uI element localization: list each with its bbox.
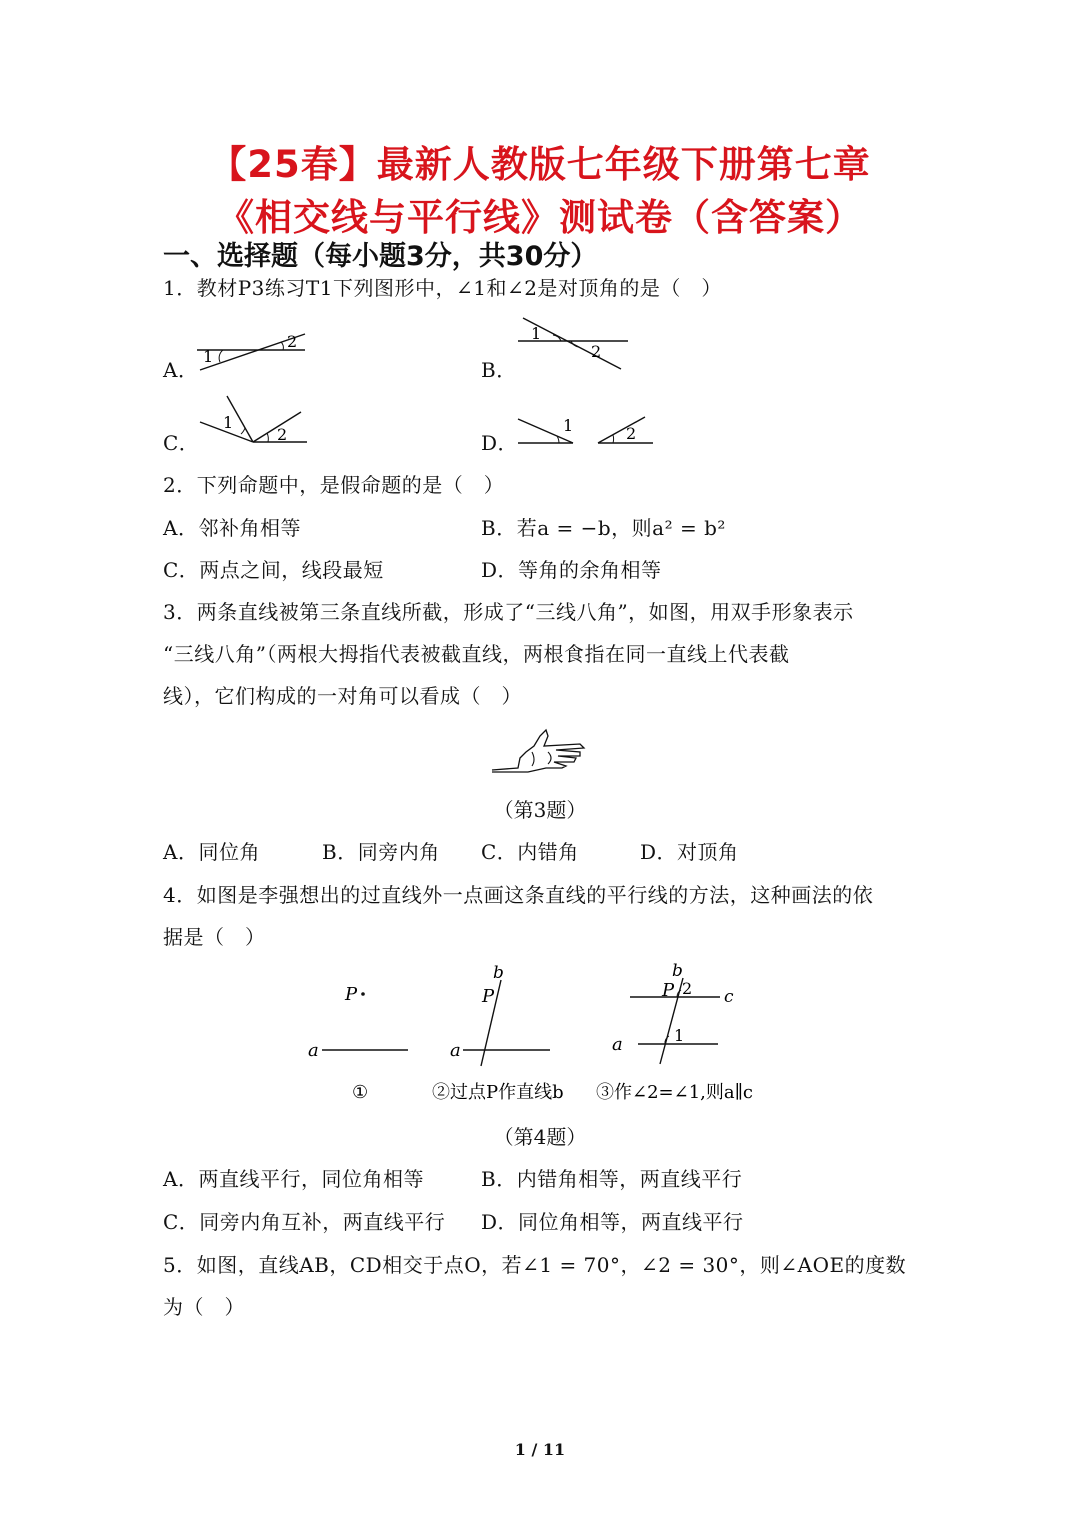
- q4-fig3-line-b: b: [672, 961, 683, 981]
- q2-option-d: D．等角的余角相等: [481, 558, 662, 582]
- q4-fig2-label: ②过点P作直线b: [432, 1082, 564, 1103]
- q3-hands-figure: [488, 722, 593, 777]
- q4-fig3-angle1: 1: [674, 1026, 685, 1045]
- q4-option-d: D．同位角相等，两直线平行: [481, 1210, 744, 1234]
- q3-option-d: D．对顶角: [640, 840, 739, 864]
- q1-b-angle2: 2: [591, 342, 602, 361]
- q4-fig3-line-a: a: [612, 1034, 623, 1055]
- q1-stem: 1．教材P3练习T1下列图形中，∠1和∠2是对顶角的是（ ）: [163, 276, 722, 300]
- q1-a-angle1: 1: [203, 347, 214, 366]
- q2-stem: 2．下列命题中，是假命题的是（ ）: [163, 473, 505, 497]
- q1-option-b-label: B．: [481, 358, 517, 382]
- q1-figure-a: [195, 322, 315, 377]
- q3-stem-line3: 线），它们构成的一对角可以看成（ ）: [163, 684, 522, 708]
- title-line-1: 【25春】最新人教版七年级下册第七章: [209, 143, 871, 186]
- q3-stem-line1: 3．两条直线被第三条直线所截，形成了“三线八角”，如图，用双手形象表示: [163, 600, 854, 624]
- q4-fig3-point-p: P: [662, 980, 675, 1001]
- q3-stem-line2: “三线八角”（两根大拇指代表被截直线，两根食指在同一直线上代表截: [163, 642, 790, 666]
- q1-b-angle1: 1: [531, 324, 542, 343]
- q1-figure-c: [195, 390, 315, 450]
- page-number: 1 / 11: [514, 1440, 566, 1459]
- q1-option-c-label: C．: [163, 431, 200, 455]
- q2-option-c: C．两点之间，线段最短: [163, 558, 384, 582]
- q4-fig3-label: ③作∠2=∠1,则a∥c: [596, 1082, 753, 1103]
- q5-stem-line1: 5．如图，直线AB，CD相交于点O，若∠1 = 70°，∠2 = 30°，则∠AOE的度数: [163, 1253, 907, 1277]
- q1-d-angle2: 2: [626, 424, 637, 443]
- q4-caption: （第4题）: [493, 1125, 587, 1149]
- q4-option-c: C．同旁内角互补，两直线平行: [163, 1210, 446, 1234]
- q4-fig2-point-p: P: [482, 986, 495, 1007]
- q4-fig2-line-b: b: [493, 963, 504, 983]
- section-heading: 一、选择题（每小题3分，共30分）: [163, 241, 598, 272]
- q3-option-c: C．内错角: [481, 840, 579, 864]
- q4-fig3-line-c: c: [724, 987, 734, 1007]
- q5-stem-line2: 为（ ）: [163, 1295, 245, 1319]
- q4-fig2-line-a: a: [450, 1040, 461, 1061]
- q4-construction-figure: [300, 960, 780, 1110]
- q1-a-angle2: 2: [287, 332, 298, 351]
- q4-fig1-line-a: a: [308, 1040, 319, 1061]
- q3-caption: （第3题）: [493, 798, 587, 822]
- q2-option-a: A．邻补角相等: [163, 516, 301, 540]
- q3-option-b: B．同旁内角: [322, 840, 440, 864]
- q1-c-angle2: 2: [277, 425, 288, 444]
- q1-figure-d: [513, 405, 658, 450]
- q3-option-a: A．同位角: [163, 840, 260, 864]
- title-line-2: 《相交线与平行线》测试卷（含答案）: [217, 196, 863, 239]
- q2-option-b: B．若a = −b，则a² = b²: [481, 516, 726, 540]
- q4-fig3-angle2: 2: [682, 979, 693, 998]
- q1-figure-b: [513, 313, 633, 373]
- q4-option-a: A．两直线平行，同位角相等: [163, 1167, 424, 1191]
- q4-stem-line1: 4．如图是李强想出的过直线外一点画这条直线的平行线的方法，这种画法的依: [163, 883, 874, 907]
- q4-fig1-label: ①: [352, 1082, 369, 1103]
- q4-option-b: B．内错角相等，两直线平行: [481, 1167, 743, 1191]
- q1-c-angle1: 1: [223, 413, 234, 432]
- q1-option-a-label: A．: [163, 358, 199, 382]
- q4-stem-line2: 据是（ ）: [163, 925, 266, 949]
- q1-d-angle1: 1: [563, 416, 574, 435]
- q4-fig1-point-p: P: [345, 984, 358, 1005]
- q1-option-d-label: D．: [481, 431, 519, 455]
